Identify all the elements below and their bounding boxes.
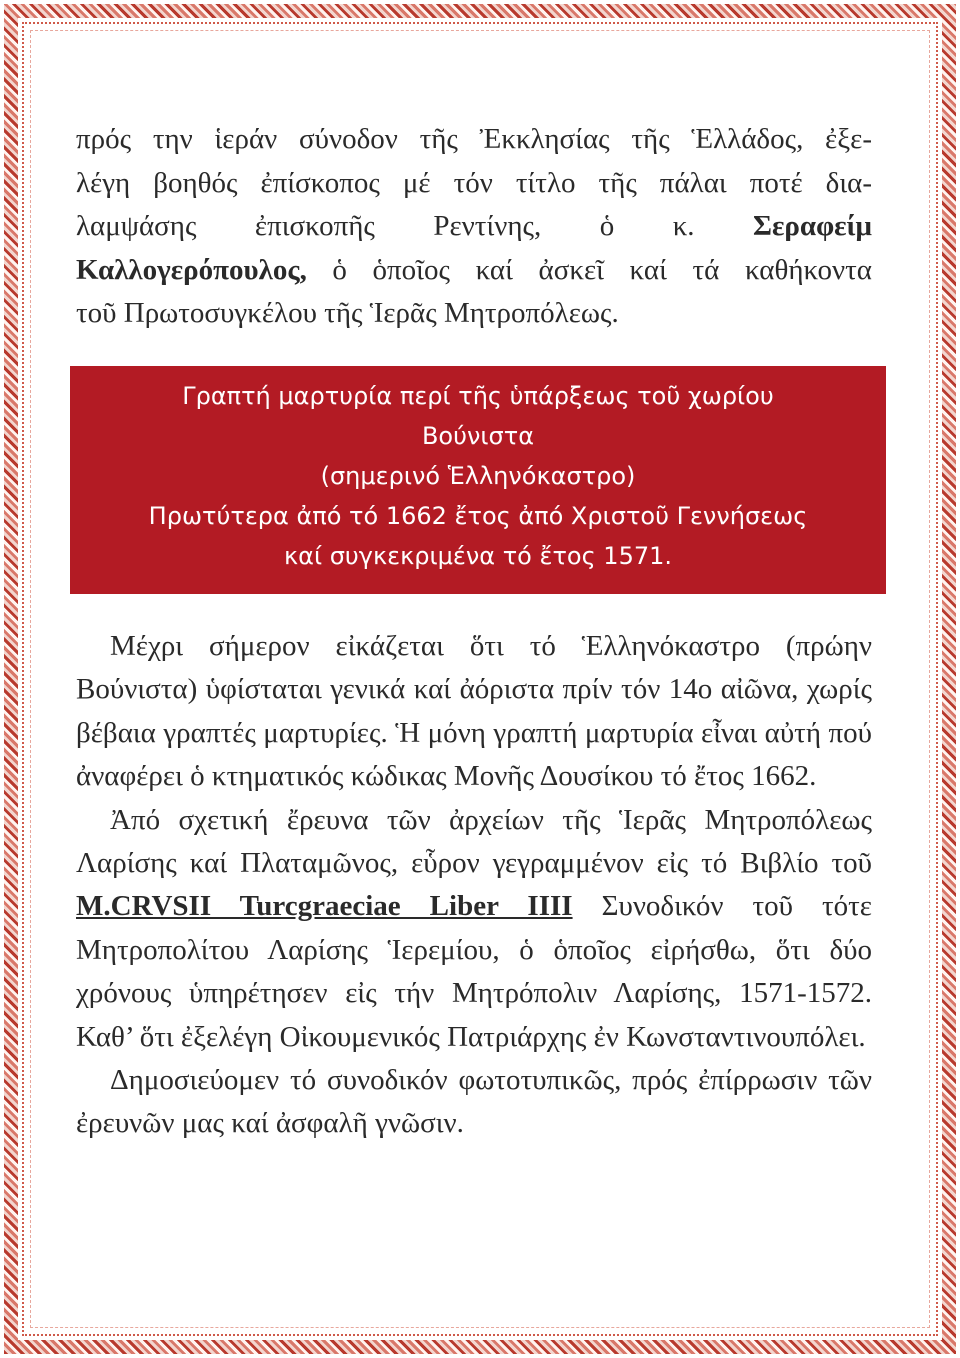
intro-line-2: λέγη βοηθός ἐπίσκοπος μέ τόν τίτλο τῆς πάλαι ποτέ δια-: [76, 166, 872, 199]
heading-line-4: Πρωτύτερα ἀπό τό 1662 ἔτος ἀπό Χριστοῦ Γεννήσεως: [148, 502, 808, 530]
name-kallogeropoulos: Καλλογερόπουλος,: [76, 253, 307, 286]
name-serafeim: Σεραφείμ: [753, 210, 872, 243]
body-paragraph-2-end: Συνοδικόν τοῦ τότε Μητροπολίτου Λαρίσης Ἱερεμίου, ὁ ὁποῖος εἰρήσθω, ὅτι δύο χρόνους ὑπηρέτησεν εἰς τήν Μητρόπολιν Λαρίσης, 1571-1572. Καθ’ ὅτι ἐξελέγη Οἰκουμενικός Πατριάρχης ἐν Κωνσταντινουπόλει.: [76, 890, 872, 1053]
body-paragraph-3: Δημοσιεύομεν τό συνοδικόν φωτοτυπικῶς, πρός ἐπίρρωσιν τῶν ἐρευνῶν μας καί ἀσφαλῆ γνῶσιν.: [76, 1064, 872, 1140]
intro-line-1: πρός την ἱεράν σύνοδον τῆς Ἐκκλησίας τῆς Ἑλλάδος, ἐξε-: [76, 123, 872, 155]
heading-line-3: (σημερινό Ἑλληνόκαστρο): [320, 462, 636, 490]
body-paragraph-2-start: Ἀπό σχετική ἔρευνα τῶν ἀρχείων τῆς Ἱερᾶς Μητροπόλεως Λαρίσης καί Πλαταμῶνος, εὗρον γεγραμμένον εἰς τό Βιβλίο τοῦ: [76, 803, 872, 880]
body-paragraph-2: [76, 799, 872, 1059]
heading-line-1: Γραπτή μαρτυρία περί τῆς ὑπάρξεως τοῦ χωρίου: [182, 382, 774, 410]
intro-line-4: [76, 249, 872, 293]
heading-line-5: καί συγκεκριμένα τό ἔτος 1571.: [283, 542, 673, 570]
intro-line-3-text: λαμψάσης ἐπισκοπῆς Ρεντίνης, ὁ κ.: [76, 210, 754, 243]
intro-paragraph: [76, 118, 872, 336]
intro-line-3: [76, 205, 872, 249]
book-title: M.CRVSII Turcgraeciae Liber IIII: [76, 890, 573, 923]
heading-line-2: Βούνιστα: [421, 422, 535, 450]
intro-line-4-text: ὁ ὁποῖος καί ἀσκεῖ καί τά καθήκοντα: [306, 253, 872, 286]
intro-line-5: τοῦ Πρωτοσυγκέλου τῆς Ἱερᾶς Μητροπόλεως.: [76, 297, 619, 330]
heading-box: [70, 366, 886, 594]
body-text: [76, 625, 872, 1146]
body-paragraph-1: Μέχρι σήμερον εἰκάζεται ὅτι τό Ἑλληνόκαστρο (πρώην Βούνιστα) ὑφίσταται γενικά καί ἀόριστα πρίν τόν 14ο αἰῶνα, χωρίς βέβαια γραπτές μαρτυρίες. Ἡ μόνη γραπτή μαρτυρία εἶναι αὐτή πού ἀναφέρει ὁ κτηματικός κώδικας Μονῆς Δουσίκου τό ἔτος 1662.: [76, 630, 872, 793]
